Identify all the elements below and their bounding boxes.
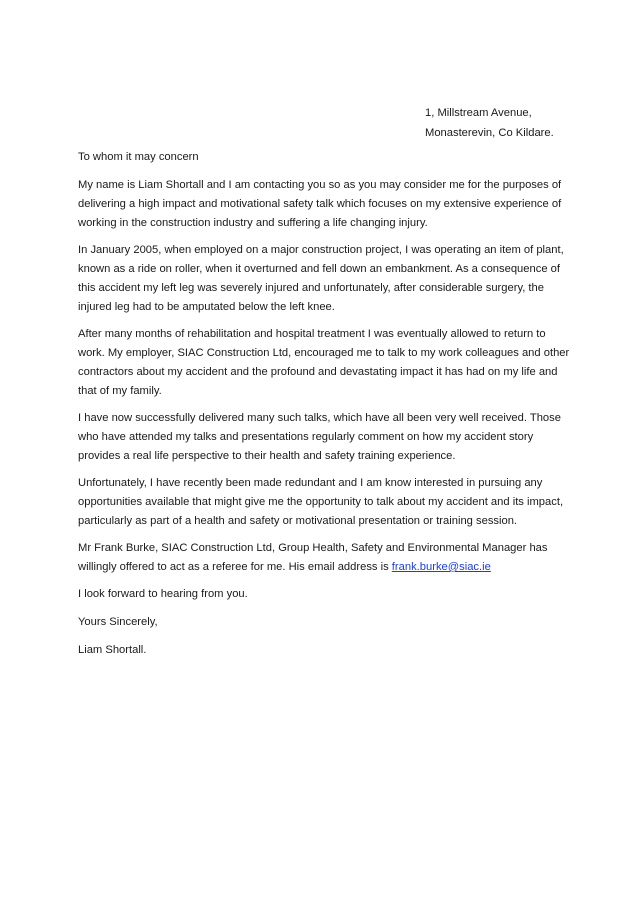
paragraph-line: particularly as part of a health and safety or motivational presentation or training session. bbox=[78, 515, 518, 527]
paragraph-line: this accident my left leg was severely injured and unfortunately, after considerable surgery, the bbox=[78, 282, 544, 294]
address-line-2: Monasterevin, Co Kildare. bbox=[425, 127, 554, 139]
paragraph-line: that of my family. bbox=[78, 385, 162, 397]
paragraph-rehabilitation bbox=[78, 325, 568, 401]
paragraph-line: My name is Liam Shortall and I am contacting you so as you may consider me for the purposes of bbox=[78, 179, 562, 191]
salutation: To whom it may concern bbox=[78, 151, 199, 163]
paragraph-accident bbox=[78, 241, 568, 317]
paragraph-line: I have now successfully delivered many such talks, which have all been very well received. Those bbox=[78, 412, 561, 424]
paragraph-line: work. My employer, SIAC Construction Ltd, encouraged me to talk to my work colleagues and other bbox=[78, 347, 570, 359]
paragraph-referee bbox=[78, 539, 568, 577]
paragraph-talks bbox=[78, 409, 568, 466]
sign-off: Yours Sincerely, bbox=[78, 616, 158, 628]
paragraph-intro bbox=[78, 176, 568, 233]
paragraph-line: opportunities available that might give me the opportunity to talk about my accident and its impact, bbox=[78, 496, 564, 508]
paragraph-line: Unfortunately, I have recently been made redundant and I am know interested in pursuing any bbox=[78, 477, 543, 489]
paragraph-line: delivering a high impact and motivational safety talk which focuses on my extensive experience of bbox=[78, 198, 562, 210]
closing-line: I look forward to hearing from you. bbox=[78, 588, 248, 600]
paragraph-line: working in the construction industry and suffering a life changing injury. bbox=[78, 217, 428, 229]
referee-email-link[interactable]: frank.burke@siac.ie bbox=[391, 561, 491, 573]
paragraph-line: provides a real life perspective to their health and safety training experience. bbox=[78, 450, 456, 462]
paragraph-line: injured leg had to be amputated below the left knee. bbox=[78, 301, 335, 313]
signature-name: Liam Shortall. bbox=[78, 644, 147, 656]
letter-body bbox=[78, 148, 568, 669]
referee-text: willingly offered to act as a referee for me. His email address is bbox=[78, 561, 392, 573]
address-line-1: 1, Millstream Avenue, bbox=[425, 107, 532, 119]
sender-address bbox=[425, 103, 554, 143]
paragraph-line: contractors about my accident and the profound and devastating impact it has had on my life and bbox=[78, 366, 558, 378]
paragraph-line: After many months of rehabilitation and hospital treatment I was eventually allowed to return to bbox=[78, 328, 546, 340]
paragraph-redundancy bbox=[78, 474, 568, 531]
paragraph-line: known as a ride on roller, when it overturned and fell down an embankment. As a consequence of bbox=[78, 263, 560, 275]
paragraph-line bbox=[78, 558, 568, 577]
paragraph-line: In January 2005, when employed on a major construction project, I was operating an item of plant, bbox=[78, 244, 564, 256]
paragraph-line: who have attended my talks and presentations regularly comment on how my accident story bbox=[78, 431, 534, 443]
paragraph-line: Mr Frank Burke, SIAC Construction Ltd, Group Health, Safety and Environmental Manager has bbox=[78, 542, 548, 554]
